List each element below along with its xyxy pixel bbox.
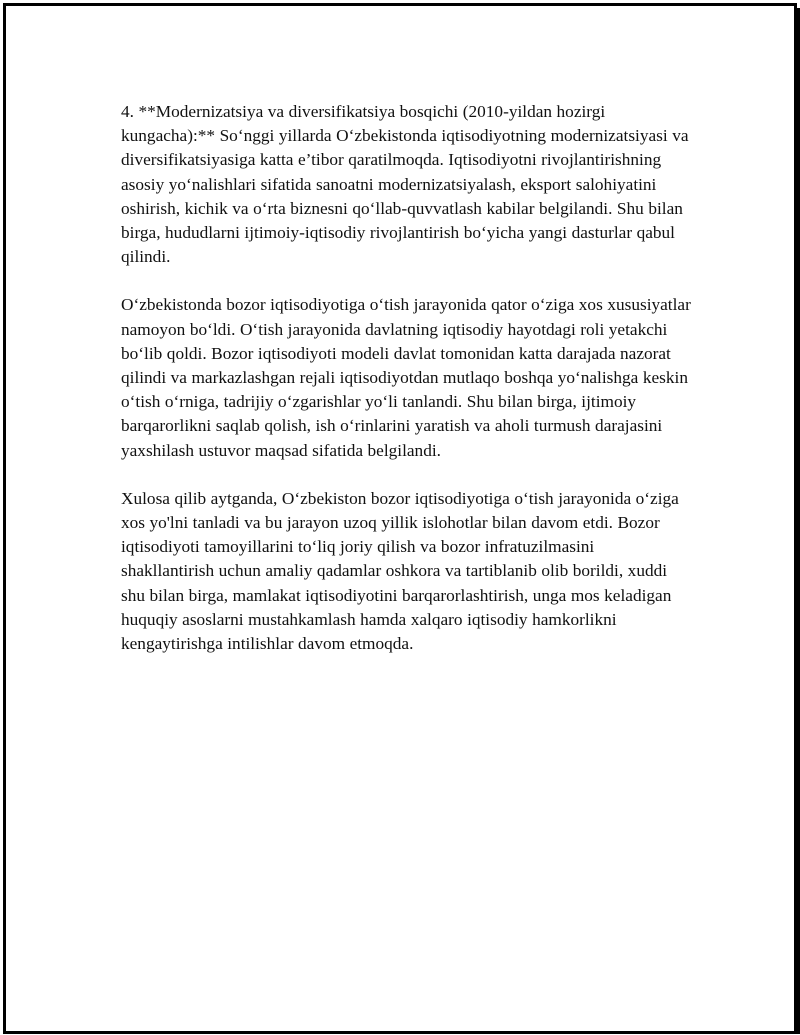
paragraph-market-transition-features: O‘zbekistonda bozor iqtisodiyotiga o‘tish jarayonida qator o‘ziga xos xususiyatlar namoyon bo‘ldi. O‘tish jarayonida davlatning iqtisodiy hayotdagi roli yetakchi bo‘lib qoldi. Bozor iqtisodiyoti modeli davlat tomonidan katta darajada nazorat qilindi va markazlashgan rejali iqtisodiyotdan mutlaqo boshqa yo‘nalishga keskin o‘tish o‘rniga, tadrijiy o‘zgarishlar yo‘li tanlandi. Shu bilan birga, ijtimoiy barqarorlikni saqlab qolish, ish o‘rinlarini yaratish va aholi turmush darajasini yaxshilash ustuvor maqsad sifatida belgilandi. [121, 295, 691, 460]
page-frame [3, 3, 797, 1034]
paragraph-conclusion: Xulosa qilib aytganda, O‘zbekiston bozor iqtisodiyotiga o‘tish jarayonida o‘ziga xos yo'lni tanladi va bu jarayon uzoq yillik islohotlar bilan davom etdi. Bozor iqtisodiyoti tamoyillarini to‘liq joriy qilish va bozor infratuzilmasini shakllantirish uchun amaliy qadamlar oshkora va tartiblanib olib borildi, xuddi shu bilan birga, mamlakat iqtisodiyotini barqarorlashtirish, unga mos keladigan huquqiy asoslarni mustahkamlash hamda xalqaro iqtisodiy hamkorlikni kengaytirishga intilishlar davom etmoqda. [121, 488, 679, 654]
document-body [121, 100, 691, 680]
paragraph-modernization-stage: 4. **Modernizatsiya va diversifikatsiya bosqichi (2010-yildan hozirgi kungacha):** So‘nggi yillarda O‘zbekistonda iqtisodiyotning modernizatsiyasi va diversifikatsiyasiga katta e’tibor qaratilmoqda. Iqtisodiyotni rivojlantirishning asosiy yo‘nalishlari sifatida sanoatni modernizatsiyalash, eksport salohiyatini oshirish, kichik va o‘rta biznesni qo‘llab-quvvatlash kabilar belgilandi. Shu bilan birga, hududlarni ijtimoiy-iqtisodiy rivojlantirish bo‘yicha yangi dasturlar qabul qilindi. [121, 102, 689, 267]
